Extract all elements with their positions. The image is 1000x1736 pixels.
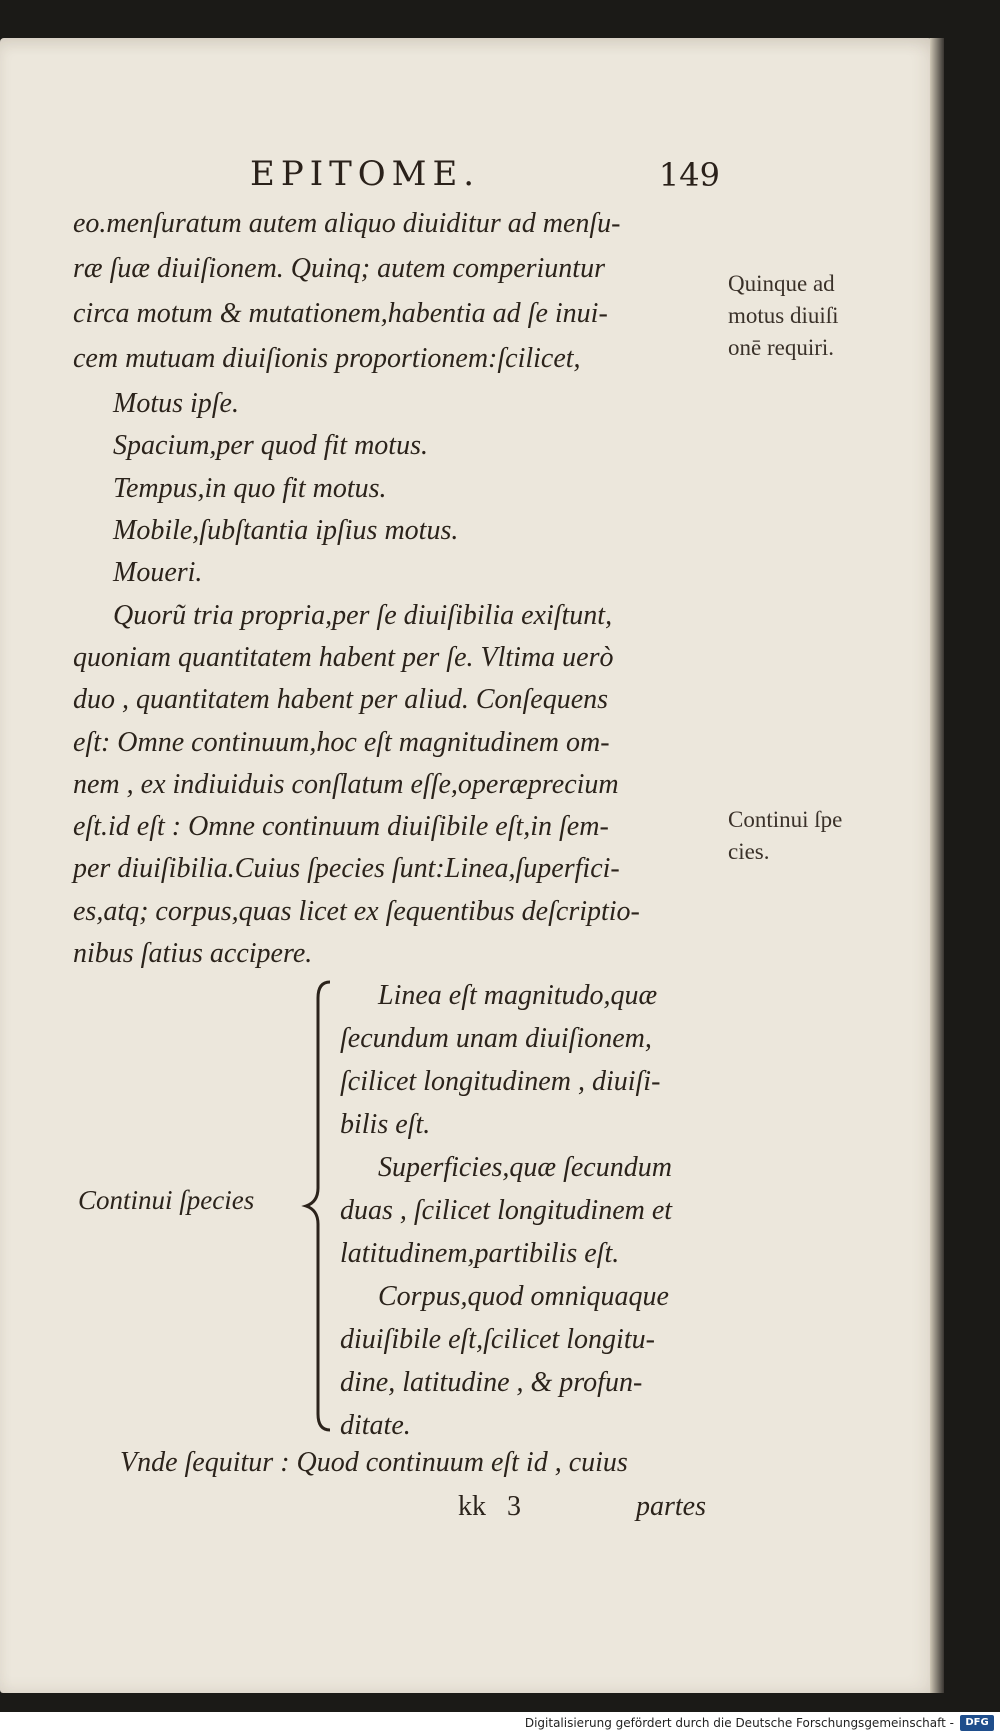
footer-credit: Digitalisierung gefördert durch die Deutsche Forschungsgemeinschaft -: [524, 1716, 954, 1730]
body-line: nibus ſatius accipere.: [73, 938, 313, 969]
brace-line: ditate.: [340, 1410, 411, 1441]
body-line: Quorũ tria propria,per ſe diuiſibilia exiſtunt,: [113, 600, 613, 631]
body-line: nem , ex indiuiduis conſlatum eſſe,operæprecium: [73, 769, 619, 800]
marginal-note-line: Quinque ad: [728, 271, 835, 296]
brace-line: duas , ſcilicet longitudinem et: [340, 1195, 673, 1226]
brace-line: latitudinem,partibilis eſt.: [340, 1238, 620, 1269]
list-item: Mobile,ſubſtantia ipſius motus.: [113, 515, 459, 546]
marginal-note-motion: [728, 268, 839, 364]
running-title: EPITOME.: [250, 154, 481, 194]
footer-bar: [0, 1712, 1000, 1736]
body-line: ræ ſuæ diuiſionem. Quinq; autem comperiuntur: [73, 253, 605, 284]
page-edge: [930, 38, 944, 1693]
body-line: es,atq; corpus,quas licet ex ſequentibus deſcriptio-: [73, 896, 640, 927]
body-line: duo , quantitatem habent per aliud. Conſequens: [73, 684, 609, 715]
body-line: eſt: Omne continuum,hoc eſt magnitudinem om-: [73, 727, 610, 758]
body-line: circa motum & mutationem,habentia ad ſe inui-: [73, 298, 608, 329]
marginal-note-line: cies.: [728, 839, 770, 864]
brace-line: diuiſibile eſt,ſcilicet longitu-: [340, 1324, 655, 1355]
list-item: Moueri.: [113, 557, 203, 588]
body-line: eo.menſuratum autem aliquo diuiditur ad menſu-: [73, 208, 621, 239]
marginal-note-line: Continui ſpe: [728, 807, 843, 832]
brace-line: Linea eſt magnitudo,quæ: [378, 980, 658, 1011]
curly-brace-icon: [296, 976, 344, 1436]
body-line: cem mutuam diuiſionis proportionem:ſcilicet,: [73, 343, 581, 374]
page-header: [250, 154, 720, 204]
list-item: Tempus,in quo fit motus.: [113, 473, 387, 504]
brace-line: Superficies,quæ ſecundum: [378, 1152, 672, 1183]
catchword: partes: [636, 1491, 706, 1522]
brace-line: dine, latitudine , & profun-: [340, 1367, 643, 1398]
list-item: Motus ipſe.: [113, 388, 239, 419]
marginal-note-species: [728, 804, 842, 868]
closing-line: Vnde ſequitur : Quod continuum eſt id , cuius: [120, 1447, 628, 1478]
brace-line: ſecundum unam diuiſionem,: [340, 1023, 652, 1054]
list-item: Spacium,per quod fit motus.: [113, 430, 428, 461]
body-line: per diuiſibilia.Cuius ſpecies ſunt:Linea,ſuperfici-: [73, 853, 620, 884]
page-number: 149: [658, 156, 720, 194]
marginal-note-line: motus diuiſi: [728, 303, 839, 328]
marginal-note-line: onē requiri.: [728, 335, 835, 360]
brace-line: Corpus,quod omniquaque: [378, 1281, 669, 1312]
brace-label: Continui ſpecies: [78, 1185, 255, 1215]
body-line: eſt.id eſt : Omne continuum diuiſibile eſt,in ſem-: [73, 811, 609, 842]
dfg-logo: DFG: [960, 1715, 994, 1731]
brace-line: bilis eſt.: [340, 1109, 431, 1140]
body-line: quoniam quantitatem habent per ſe. Vltima uerò: [73, 642, 614, 673]
signature-mark: kk 3: [458, 1491, 521, 1522]
brace-line: ſcilicet longitudinem , diuiſi-: [340, 1066, 661, 1097]
